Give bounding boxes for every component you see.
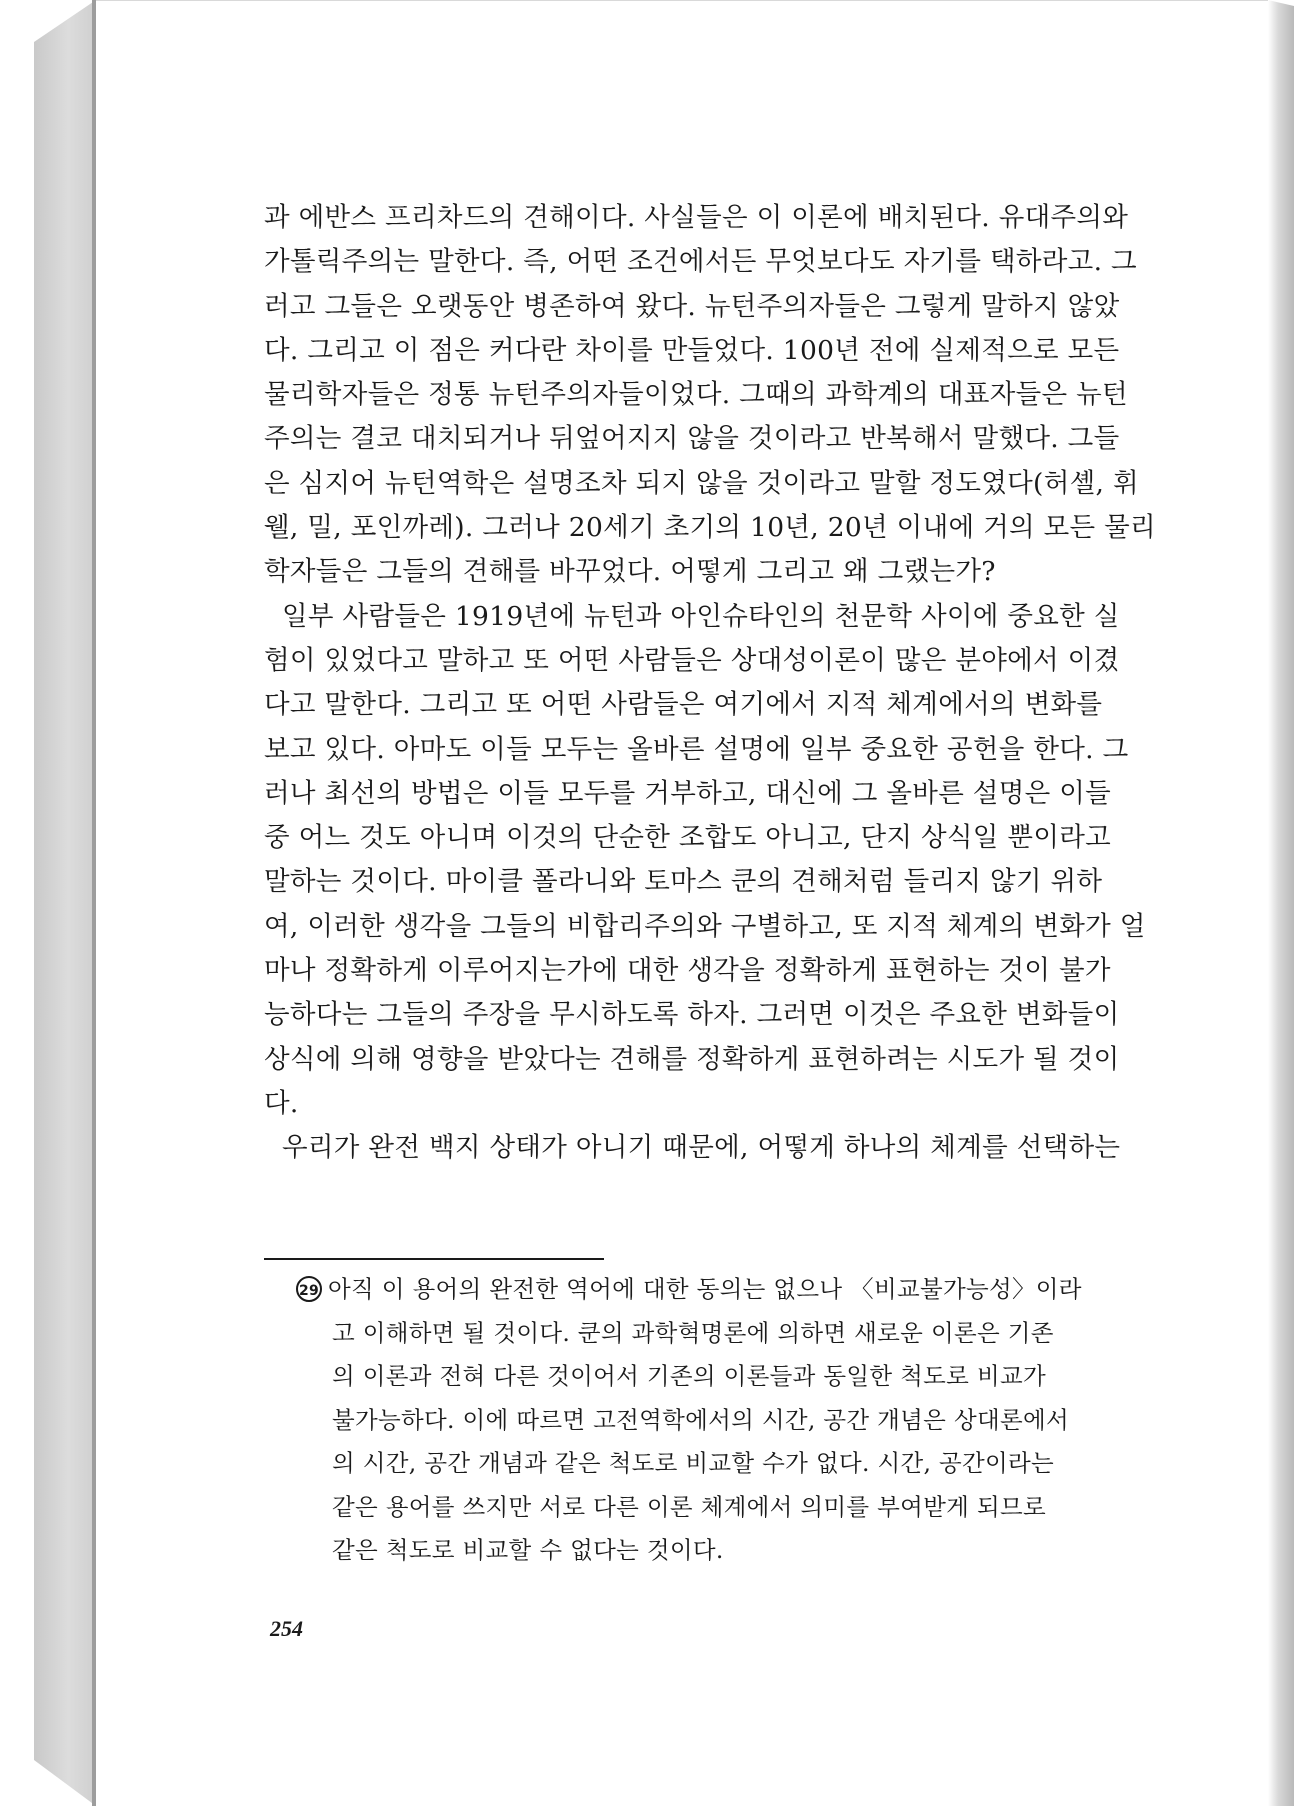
text-line: 다. 그리고 이 점은 커다란 차이를 만들었다. 100년 전에 실제적으로 모든 xyxy=(264,334,1120,366)
footnote xyxy=(296,1268,1136,1573)
footnote-line: 불가능하다. 이에 따르면 고전역학에서의 시간, 공간 개념은 상대론에서 xyxy=(332,1405,1069,1434)
text-line: 일부 사람들은 1919년에 뉴턴과 아인슈타인의 천문학 사이에 중요한 실 xyxy=(282,600,1120,632)
main-text xyxy=(264,196,1156,1171)
text-line: 은 심지어 뉴턴역학은 설명조차 되지 않을 것이라고 말할 정도였다(허셸, 휘 xyxy=(264,467,1139,499)
text-line: 보고 있다. 아마도 이들 모두는 올바른 설명에 일부 중요한 공헌을 한다. 그 xyxy=(264,733,1129,765)
text-line: 험이 있었다고 말하고 또 어떤 사람들은 상대성이론이 많은 분야에서 이겼 xyxy=(264,644,1120,676)
footnote-marker: 29 xyxy=(296,1276,322,1302)
text-line: 능하다는 그들의 주장을 무시하도록 하자. 그러면 이것은 주요한 변화들이 xyxy=(264,999,1120,1031)
text-line: 우리가 완전 백지 상태가 아니기 때문에, 어떻게 하나의 체계를 선택하는 xyxy=(282,1132,1121,1164)
text-line: 상식에 의해 영향을 받았다는 견해를 정확하게 표현하려는 시도가 될 것이 xyxy=(264,1043,1120,1075)
text-line: 다. xyxy=(264,1087,299,1119)
page-number: 254 xyxy=(270,1616,303,1641)
footnote-line: 의 이론과 전혀 다른 것이어서 기존의 이론들과 동일한 척도로 비교가 xyxy=(332,1362,1046,1390)
footnote-line: 의 시간, 공간 개념과 같은 척도로 비교할 수가 없다. 시간, 공간이라는 xyxy=(332,1449,1055,1477)
footnote-line: 같은 용어를 쓰지만 서로 다른 이론 체계에서 의미를 부여받게 되므로 xyxy=(332,1492,1046,1521)
text-line: 과 에반스 프리차드의 견해이다. 사실들은 이 이론에 배치된다. 유대주의와 xyxy=(264,202,1129,233)
text-line: 웰, 밀, 포인까레). 그러나 20세기 초기의 10년, 20년 이내에 거의 모든 물리 xyxy=(264,512,1156,544)
page-right-shadow xyxy=(1268,0,1294,1806)
footnote-line xyxy=(296,1268,1136,1312)
footnote-line: 같은 척도로 비교할 수 없다는 것이다. xyxy=(332,1536,724,1564)
text-line: 말하는 것이다. 마이클 폴라니와 토마스 쿤의 견해처럼 들리지 않기 위하 xyxy=(264,866,1103,898)
text-line: 중 어느 것도 아니며 이것의 단순한 조합도 아니고, 단지 상식일 뿐이라고 xyxy=(264,822,1112,854)
text-line: 물리학자들은 정통 뉴턴주의자들이었다. 그때의 과학계의 대표자들은 뉴턴 xyxy=(264,379,1128,411)
footnote-line: 고 이해하면 될 것이다. 쿤의 과학혁명론에 의하면 새로운 이론은 기존 xyxy=(332,1318,1054,1347)
book-page-stack-edge xyxy=(34,0,96,1806)
text-line: 학자들은 그들의 견해를 바꾸었다. 어떻게 그리고 왜 그랬는가? xyxy=(264,556,996,588)
text-line: 가톨릭주의는 말한다. 즉, 어떤 조건에서든 무엇보다도 자기를 택하라고. 그 xyxy=(264,246,1137,278)
text-line: 마나 정확하게 이루어지는가에 대한 생각을 정확하게 표현하는 것이 불가 xyxy=(264,955,1111,987)
footnote-text: 아직 이 용어의 완전한 역어에 대한 동의는 없으나 〈비교불가능성〉이라 xyxy=(328,1275,1082,1303)
text-line: 여, 이러한 생각을 그들의 비합리주의와 구별하고, 또 지적 체계의 변화가 얼 xyxy=(264,910,1146,942)
text-line: 러고 그들은 오랫동안 병존하여 왔다. 뉴턴주의자들은 그렇게 말하지 않았 xyxy=(264,290,1120,322)
text-line: 다고 말한다. 그리고 또 어떤 사람들은 여기에서 지적 체계에서의 변화를 xyxy=(264,689,1103,721)
text-line: 러나 최선의 방법은 이들 모두를 거부하고, 대신에 그 올바른 설명은 이들 xyxy=(264,777,1112,809)
text-line: 주의는 결코 대치되거나 뒤엎어지지 않을 것이라고 반복해서 말했다. 그들 xyxy=(264,423,1120,455)
footnote-separator xyxy=(264,1258,604,1260)
